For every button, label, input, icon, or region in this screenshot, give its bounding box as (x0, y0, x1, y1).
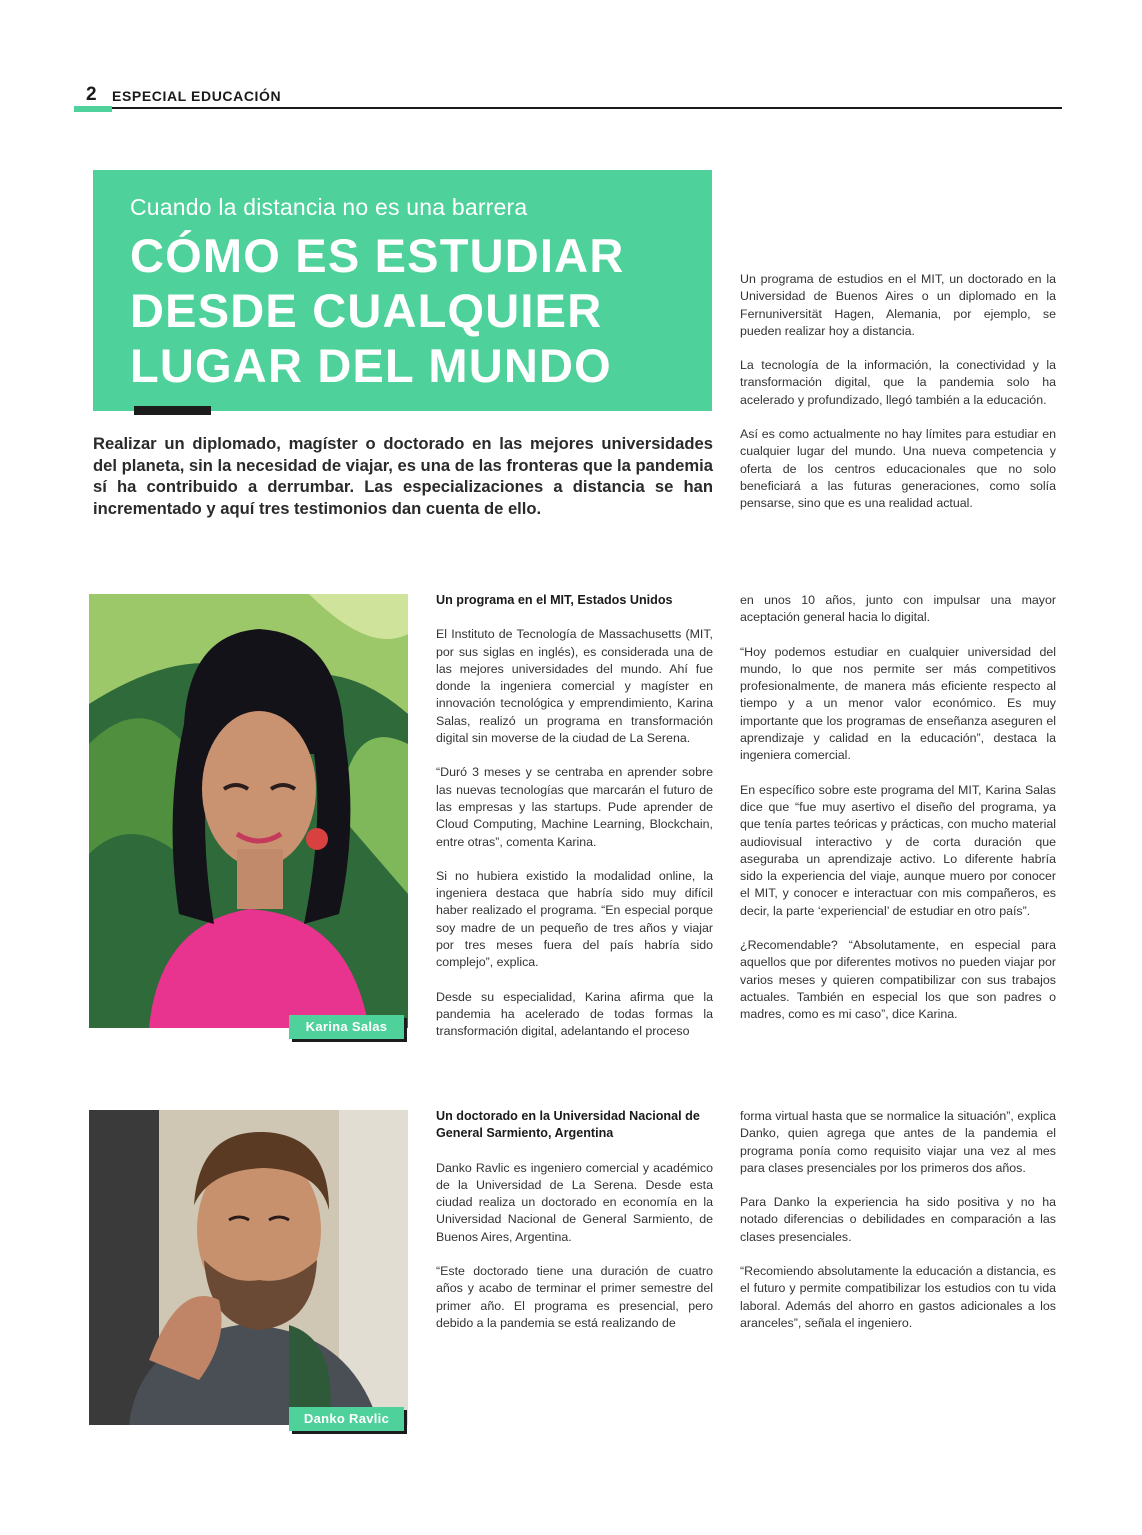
intro-paragraph: Así es como actualmente no hay límites para estudiar en cualquier lugar del mundo. Una nueva competencia y oferta de los centros educacionales que no solo beneficiará a las futuras generaciones, como solía pensarse, sino que es una realidad actual. (740, 427, 1056, 511)
page-number: 2 (86, 84, 97, 105)
photo-karina-salas (89, 594, 408, 1028)
story1-column-1 (436, 592, 713, 1058)
photo-caption: Karina Salas (289, 1015, 404, 1039)
story1-column-2 (740, 592, 1056, 1041)
story2-column-2 (740, 1108, 1056, 1349)
header-rule (74, 107, 1062, 109)
portrait-image (89, 594, 408, 1028)
headline: CÓMO ES ESTUDIAR DESDE CUALQUIER LUGAR DEL MUNDO (130, 229, 625, 392)
story1-heading: Un programa en el MIT, Estados Unidos (436, 593, 673, 607)
paragraph: En específico sobre este programa del MIT, Karina Salas dice que “fue muy asertivo el diseño del programa, ya que tenía partes teóricas y prácticas, con mucho material audiovisual interactivo y de corta duración que aseguraba un aprendizaje activo. Lo diferente habría sido la experiencia del viaje, aunque muero por conocer el MIT, y conocer e interactuar con mis compañeros, es decir, la parte ‘experiencial’ de estudiar en otro país”. (740, 782, 1056, 918)
photo-caption: Danko Ravlic (289, 1407, 404, 1431)
intro-paragraph: La tecnología de la información, la conectividad y la transformación digital, que la pandemia solo ha acelerado y profundizado, llegó también a la educación. (740, 358, 1056, 407)
header-accent-bar (74, 106, 112, 112)
paragraph: Si no hubiera existido la modalidad online, la ingeniera destaca que habría sido muy difícil haber realizado el programa. “En especial porque soy madre de un pequeño de tres años y viajar por tres meses fuera del país habría sido complejo”, explica. (436, 868, 713, 970)
photo-danko-ravlic (89, 1110, 408, 1425)
title-underline-bar (134, 406, 211, 415)
paragraph: “Hoy podemos estudiar en cualquier universidad del mundo, lo que nos permite ser más competitivos profesionalmente, de manera más eficiente respecto al tiempo y a un menor valor económico. Es muy importante que los programas de enseñanza aseguren el aprendizaje y calidad en la educación”, destaca la ingeniera comercial. (740, 644, 1056, 763)
paragraph: “Recomiendo absolutamente la educación a distancia, es el futuro y permite compatibilizar los estudios con tu vida laboral. Además del ahorro en gastos adicionales a los aranceles”, señala el ingeniero. (740, 1264, 1056, 1330)
section-title: ESPECIAL EDUCACIÓN (112, 88, 282, 104)
kicker: Cuando la distancia no es una barrera (130, 194, 528, 220)
paragraph: Para Danko la experiencia ha sido positiva y no ha notado diferencias o debilidades en comparación a las clases presenciales. (740, 1195, 1056, 1244)
portrait-image (89, 1110, 408, 1425)
intro-column (740, 271, 1056, 530)
paragraph: El Instituto de Tecnología de Massachusetts (MIT, por sus siglas en inglés), es considerada una de las mejores universidades del mundo. Ahí fue donde la ingeniera comercial y magíster en innovación tecnológica y emprendimiento, Karina Salas, realizó un programa en transformación digital sin moverse de la ciudad de La Serena. (436, 627, 713, 746)
paragraph: en unos 10 años, junto con impulsar una mayor aceptación general hacia lo digital. (740, 593, 1056, 625)
paragraph: “Duró 3 meses y se centraba en aprender sobre las nuevas tecnologías que marcarán el futuro de las empresas y las startups. Pude aprender de Cloud Computing, Machine Learning, Blockchain, entre otras”, comenta Karina. (436, 765, 713, 849)
paragraph: forma virtual hasta que se normalice la situación”, explica Danko, quien agrega que antes de la pandemia el programa ponía como requisito viajar una vez al mes para clases presenciales por los primeros dos años. (740, 1109, 1056, 1175)
paragraph: “Este doctorado tiene una duración de cuatro años y acabo de terminar el primer semestre del primer año. El programa es presencial, pero debido a la pandemia se está realizando de (436, 1264, 713, 1330)
story2-column-1 (436, 1108, 713, 1349)
paragraph: Desde su especialidad, Karina afirma que la pandemia ha acelerado de todas formas la transformación digital, adelantando el proceso (436, 989, 713, 1039)
paragraph: Danko Ravlic es ingeniero comercial y académico de la Universidad de La Serena. Desde esta ciudad realiza un doctorado en economía en la Universidad Nacional de General Sarmiento, de Buenos Aires, Argentina. (436, 1160, 713, 1244)
intro-paragraph: Un programa de estudios en el MIT, un doctorado en la Universidad de Buenos Aires o un diplomado en la Fernuniversität Hagen, Alemania, por ejemplo, se pueden realizar hoy a distancia. (740, 272, 1056, 338)
paragraph: ¿Recomendable? “Absolutamente, en especial para aquellos que por diferentes motivos no pueden viajar por varios meses y quieren compatibilizar con sus trabajos actuales. También en especial los que son padres o madres, como es mi caso”, dice Karina. (740, 938, 1056, 1022)
lead-paragraph: Realizar un diplomado, magíster o doctorado en las mejores universidades del planeta, sin la necesidad de viajar, es una de las fronteras que la pandemia sí ha contribuido a derrumbar. Las especializaciones a distancia se han incrementado y aquí tres testimonios dan cuenta de ello. (93, 434, 713, 518)
title-box (93, 170, 712, 411)
story2-heading: Un doctorado en la Universidad Nacional de General Sarmiento, Argentina (436, 1109, 700, 1141)
